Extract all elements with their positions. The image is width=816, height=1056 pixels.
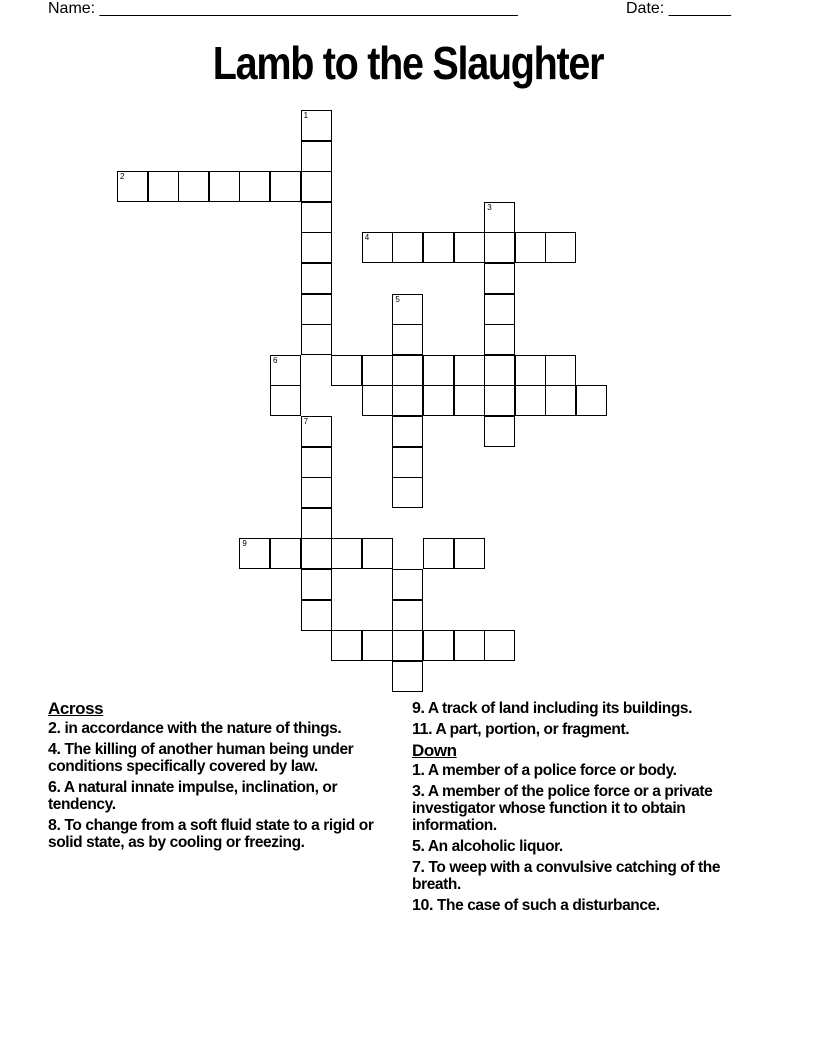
date-field[interactable]: Date: _______ (626, 0, 731, 17)
clue-number: 3 (487, 202, 492, 212)
grid-cell[interactable] (576, 385, 607, 416)
clue-down-7: 7. To weep with a convulsive catching of the breath. (412, 859, 721, 893)
grid-cell[interactable] (362, 355, 393, 386)
grid-cell[interactable] (301, 508, 332, 539)
grid-cell[interactable] (117, 171, 148, 202)
grid-cell[interactable] (270, 385, 301, 416)
grid-cell[interactable] (301, 477, 332, 508)
grid-cell[interactable] (239, 538, 270, 569)
grid-cell[interactable] (392, 232, 423, 263)
clue-across-11: 11. A part, portion, or fragment. (412, 721, 630, 738)
grid-cell[interactable] (484, 630, 515, 661)
grid-cell[interactable] (148, 171, 179, 202)
grid-cell[interactable] (484, 355, 515, 386)
grid-cell[interactable] (484, 324, 515, 355)
grid-cell[interactable] (392, 385, 423, 416)
grid-cell[interactable] (423, 355, 454, 386)
clue-across-4: 4. The killing of another human being under conditions specifically covered by law. (48, 741, 354, 775)
grid-cell[interactable] (270, 355, 301, 386)
grid-cell[interactable] (301, 416, 332, 447)
grid-cell[interactable] (239, 171, 270, 202)
grid-cell[interactable] (392, 569, 423, 600)
grid-cell[interactable] (362, 385, 393, 416)
grid-cell[interactable] (515, 232, 546, 263)
clue-number: 1 (303, 111, 309, 120)
grid-cell[interactable] (454, 355, 485, 386)
grid-cell[interactable] (515, 385, 546, 416)
clue-down-10: 10. The case of such a disturbance. (412, 897, 660, 914)
clue-across-8: 8. To change from a soft fluid state to a rigid or solid state, as by cooling or freezing. (48, 817, 374, 851)
page-title: Lamb to the Slaughter (212, 37, 604, 89)
clue-down-5: 5. An alcoholic liquor. (412, 838, 563, 855)
clue-number: 5 (395, 294, 400, 304)
clue-down-3: 3. A member of the police force or a private investigator whose function it to obtain information. (412, 783, 713, 834)
name-field[interactable]: Name: _______________________________________________ (48, 0, 518, 17)
clue-down-1: 1. A member of a police force or body. (412, 762, 677, 779)
grid-cell[interactable] (484, 294, 515, 325)
grid-cell[interactable] (545, 385, 576, 416)
clue-number: 9 (242, 539, 247, 549)
grid-cell[interactable] (392, 416, 423, 447)
grid-cell[interactable] (423, 630, 454, 661)
grid-cell[interactable] (270, 538, 301, 569)
grid-cell[interactable] (545, 355, 576, 386)
grid-cell[interactable] (392, 661, 423, 692)
grid-cell[interactable] (331, 630, 362, 661)
grid-cell[interactable] (270, 171, 301, 202)
clue-across-2: 2. in accordance with the nature of things. (48, 720, 342, 737)
grid-cell[interactable] (209, 171, 240, 202)
grid-cell[interactable] (515, 355, 546, 386)
grid-cell[interactable] (301, 263, 332, 294)
grid-cell[interactable] (484, 416, 515, 447)
grid-cell[interactable] (454, 538, 485, 569)
grid-cell[interactable] (178, 171, 209, 202)
clue-across-9: 9. A track of land including its buildings. (412, 700, 693, 717)
down-heading: Down (412, 741, 457, 760)
grid-cell[interactable] (301, 324, 332, 355)
grid-cell[interactable] (454, 385, 485, 416)
grid-cell[interactable] (301, 110, 332, 141)
grid-cell[interactable] (301, 294, 332, 325)
grid-cell[interactable] (423, 538, 454, 569)
grid-cell[interactable] (392, 447, 423, 478)
clue-number: 6 (273, 355, 278, 365)
grid-cell[interactable] (362, 538, 393, 569)
grid-cell[interactable] (301, 600, 332, 631)
clues-right-column (412, 700, 772, 918)
grid-cell[interactable] (392, 477, 423, 508)
grid-cell[interactable] (301, 141, 332, 172)
grid-cell[interactable] (392, 630, 423, 661)
grid-cell[interactable] (454, 232, 485, 263)
grid-cell[interactable] (484, 385, 515, 416)
clue-number: 2 (120, 172, 125, 182)
grid-cell[interactable] (301, 569, 332, 600)
grid-cell[interactable] (362, 232, 393, 263)
grid-cell[interactable] (392, 324, 423, 355)
grid-cell[interactable] (545, 232, 576, 263)
grid-cell[interactable] (301, 232, 332, 263)
across-heading: Across (48, 699, 104, 718)
grid-cell[interactable] (484, 263, 515, 294)
grid-cell[interactable] (484, 202, 515, 233)
clue-across-6: 6. A natural innate impulse, inclination, or tendency. (48, 779, 338, 813)
grid-cell[interactable] (331, 538, 362, 569)
clue-number: 7 (303, 417, 309, 426)
grid-cell[interactable] (301, 447, 332, 478)
grid-cell[interactable] (454, 630, 485, 661)
grid-cell[interactable] (301, 538, 332, 569)
grid-cell[interactable] (301, 171, 332, 202)
grid-cell[interactable] (301, 202, 332, 233)
grid-cell[interactable] (331, 355, 362, 386)
grid-cell[interactable] (392, 294, 423, 325)
grid-cell[interactable] (392, 355, 423, 386)
grid-cell[interactable] (362, 630, 393, 661)
clue-number: 4 (364, 233, 370, 243)
clues-left-column (48, 700, 398, 855)
grid-cell[interactable] (423, 385, 454, 416)
grid-cell[interactable] (392, 600, 423, 631)
grid-cell[interactable] (423, 232, 454, 263)
grid-cell[interactable] (484, 232, 515, 263)
